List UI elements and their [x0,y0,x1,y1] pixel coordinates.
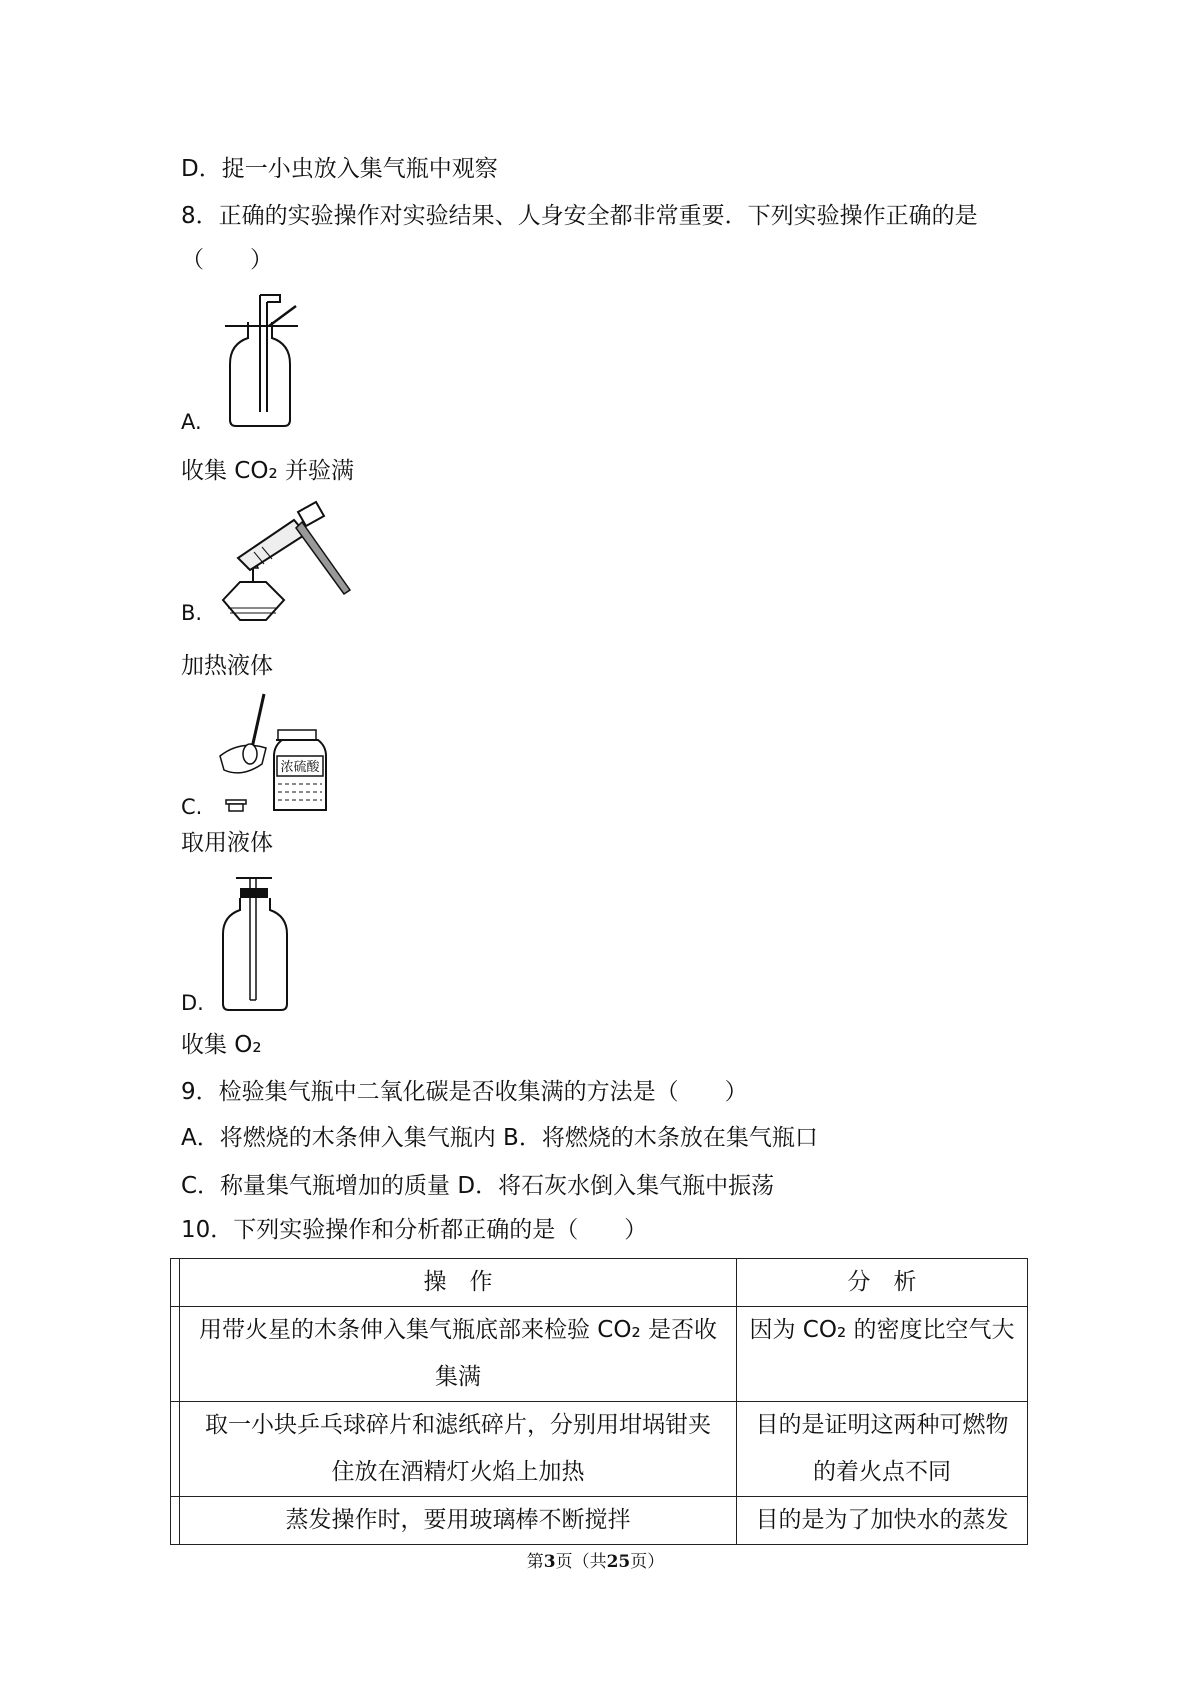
header-operation: 操 作 [180,1259,737,1307]
bottle-label: 浓硫酸 [280,760,320,775]
total-pages: 25 [606,1552,631,1572]
operations-table [170,1258,1028,1545]
q7-option-d: D．捉一小虫放入集气瓶中观察 [181,156,498,182]
heating-test-tube-icon [218,498,358,626]
q8-option-a-caption: 收集 CO₂ 并验满 [181,458,355,484]
row3-analysis: 目的是为了加快水的蒸发 [737,1497,1028,1545]
row2-analysis: 目的是证明这两种可燃物 的着火点不同 [737,1402,1028,1497]
q8-option-d-letter: D. [181,991,204,1015]
q8-option-c-letter: C. [181,795,203,819]
row1-analysis: 因为 CO₂ 的密度比空气大 [737,1307,1028,1402]
q8-option-b-letter: B. [181,601,203,625]
table-row [171,1307,1028,1402]
q8-option-b-caption: 加热液体 [181,653,273,679]
row3-operation: 蒸发操作时，要用玻璃棒不断搅拌 [180,1497,737,1545]
q8-option-d-caption: 收集 O₂ [181,1032,262,1058]
page-footer: 第3页（共25页） [526,1552,665,1572]
q9-options-line1: A．将燃烧的木条伸入集气瓶内 B．将燃烧的木条放在集气瓶口 [181,1125,818,1151]
row1-operation: 用带火星的木条伸入集气瓶底部来检验 CO₂ 是否收 集满 [180,1307,737,1402]
q9-options-line2: C．称量集气瓶增加的质量 D．将石灰水倒入集气瓶中振荡 [181,1173,775,1199]
q8-option-a-letter: A. [181,410,202,434]
stoppered-bottle-icon [218,872,294,1012]
table-row [171,1497,1028,1545]
dropper-and-acid-bottle-icon [218,692,330,812]
page-number: 3 [543,1552,556,1572]
q9-stem: 9．检验集气瓶中二氧化碳是否收集满的方法是（ ） [181,1079,748,1105]
q8-answer-paren: （ ） [181,247,273,273]
header-analysis: 分 析 [737,1259,1028,1307]
row2-operation: 取一小块乒乓球碎片和滤纸碎片，分别用坩埚钳夹 住放在酒精灯火焰上加热 [180,1402,737,1497]
table-header-row [171,1259,1028,1307]
q10-stem: 10．下列实验操作和分析都正确的是（ ） [181,1217,648,1243]
table-row [171,1402,1028,1497]
q8-option-c-caption: 取用液体 [181,830,273,856]
gas-bottle-collection-icon [220,292,300,432]
q8-stem: 8．正确的实验操作对实验结果、人身安全都非常重要．下列实验操作正确的是 [181,203,978,229]
